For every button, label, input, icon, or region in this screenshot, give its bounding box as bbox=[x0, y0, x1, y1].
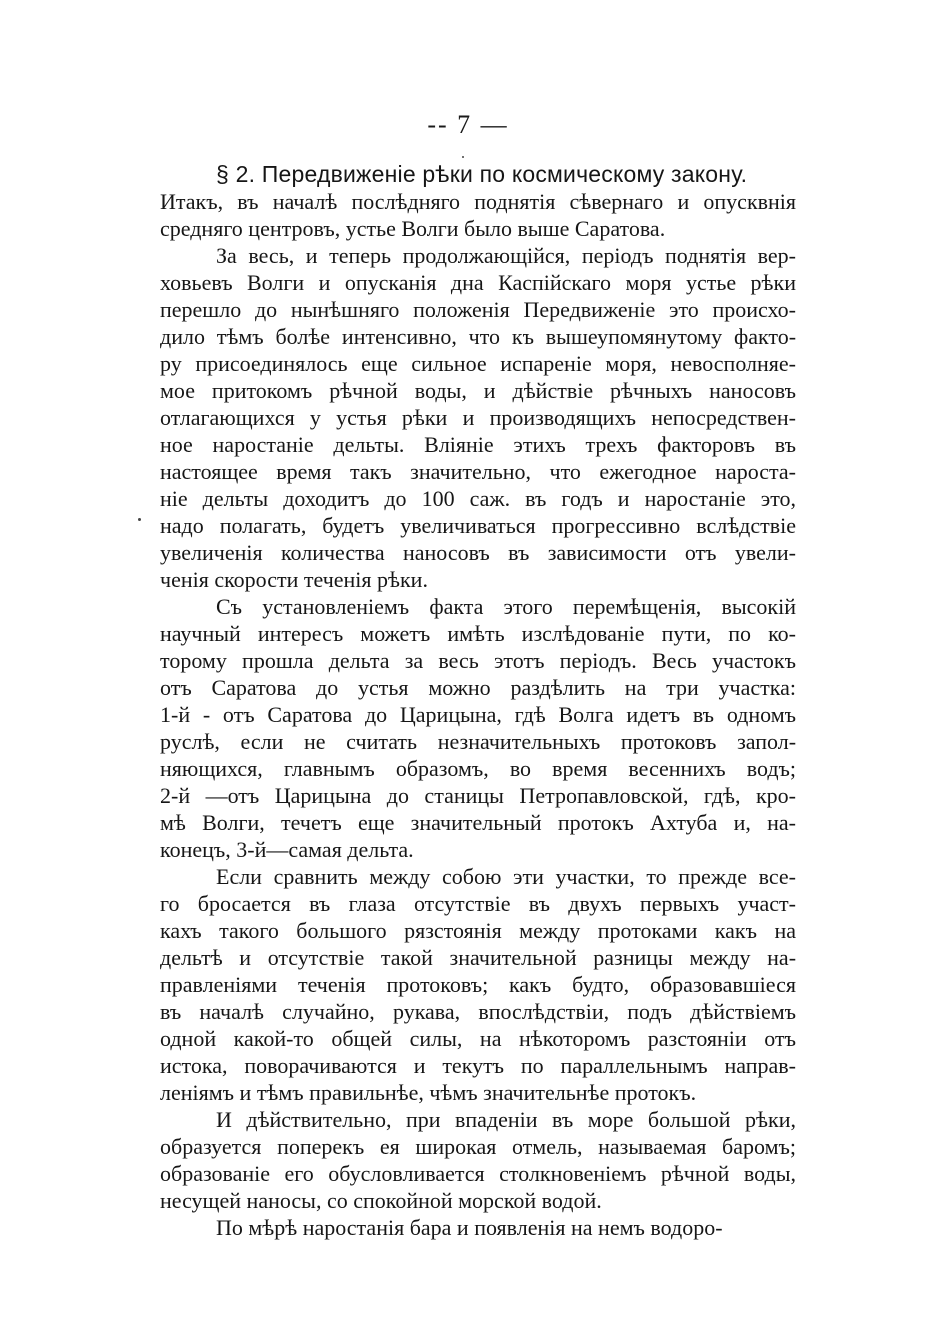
text-line: ніе дельты доходитъ до 100 саж. въ годъ и наростаніе это, bbox=[160, 486, 797, 511]
text-line: И дѣйствительно, при впаденіи въ море большой рѣки, bbox=[216, 1107, 796, 1132]
text-line: За весь, и теперь продолжающійся, періодъ поднятія вер- bbox=[216, 243, 797, 268]
text-line: Итакъ, въ началѣ послѣдняго поднятія сѣвернаго и опусквнія bbox=[160, 189, 797, 214]
text-line: Если сравнить между собою эти участки, то прежде все- bbox=[216, 864, 796, 889]
text-line: образованіе его обусловливается столкновеніемъ рѣчной воды, bbox=[160, 1161, 797, 1186]
text-line: 2-й —отъ Царицына до станицы Петропавловской, гдѣ, кро- bbox=[160, 783, 796, 808]
text-line: несущей наносы, со спокойной морской водой. bbox=[160, 1188, 602, 1213]
text-line: леніямъ и тѣмъ правильнѣе, чѣмъ значительнѣе протокъ. bbox=[160, 1080, 697, 1105]
paragraph bbox=[160, 1214, 796, 1241]
text-line: По мѣрѣ наростанія бара и появленія на немъ водоро- bbox=[216, 1215, 723, 1240]
text-line: руслѣ, если не считать незначительныхъ протоковъ запол- bbox=[160, 729, 797, 754]
text-line: 1-й - отъ Саратова до Царицына, гдѣ Волга идетъ въ одномъ bbox=[160, 702, 797, 727]
text-line: го бросается въ глаза отсутствіе въ двухъ первыхъ участ- bbox=[160, 891, 796, 916]
text-line: въ началѣ случайно, рукава, впослѣдствіи, подъ дѣйствіемъ bbox=[160, 999, 797, 1024]
text-line: няющихся, главнымъ образомъ, во время весеннихъ водъ; bbox=[160, 756, 797, 781]
text-line: настоящее время такъ значительно, что ежегодное нароста- bbox=[160, 459, 796, 484]
text-line: ное наростаніе дельты. Вліяніе этихъ трехъ факторовъ въ bbox=[160, 432, 796, 457]
text-line: дельтѣ и отсутствіе такой значительной разницы между на- bbox=[160, 945, 797, 970]
text-line: отлагающихся у устья рѣки и производящихъ непосредствен- bbox=[160, 405, 796, 430]
text-line: мѣ Волги, течетъ еще значительный протокъ Ахтуба и, на- bbox=[160, 810, 796, 835]
text-line: надо полагать, будетъ увеличиваться прогрессивно вслѣдствіе bbox=[160, 513, 796, 538]
text-line: кахъ такого большого рязстоянія между протоками какъ на bbox=[160, 918, 797, 943]
text-line: ру присоединялось еще сильное испареніе моря, невосполняе- bbox=[160, 351, 796, 376]
paragraph bbox=[160, 188, 796, 242]
paragraph bbox=[160, 863, 796, 1106]
page-body bbox=[160, 160, 796, 1241]
text-line: конецъ, 3-й—самая дельта. bbox=[160, 837, 414, 862]
paragraph bbox=[160, 593, 796, 863]
margin-speck bbox=[138, 518, 141, 521]
text-line: Съ установленіемъ факта этого перемѣщенія, высокій bbox=[216, 594, 796, 619]
text-line: одной какой-то общей силы, на нѣкоторомъ разстояніи отъ bbox=[160, 1026, 796, 1051]
page-number: -- 7 — bbox=[427, 110, 509, 139]
text-line: средняго центровъ, устье Волги было выше Саратова. bbox=[160, 216, 666, 241]
text-line: правленіями теченія протоковъ; какъ будто, образовавшіеся bbox=[160, 972, 796, 997]
text-line: увеличенія количества наносовъ въ зависимости отъ увели- bbox=[160, 540, 796, 565]
text-line: торому прошла дельта за весь этотъ періодъ. Весь участокъ bbox=[160, 648, 796, 673]
paragraph bbox=[160, 1106, 796, 1214]
text-line: истока, поворачиваются и текутъ по параллельнымъ направ- bbox=[160, 1053, 796, 1078]
text-line: мое притокомъ рѣчной воды, и дѣйствіе рѣчныхъ наносовъ bbox=[160, 378, 796, 403]
text-line: ховьевъ Волги и опусканія дна Каспійскаго моря устье рѣки bbox=[160, 270, 796, 295]
text-line: ченія скорости теченія рѣки. bbox=[160, 567, 428, 592]
paragraph bbox=[160, 242, 796, 593]
section-heading: § 2. Передвиженіе рѣки по космическому закону. bbox=[216, 161, 748, 187]
text-line: научный интересъ можетъ имѣть изслѣдованіе пути, по ко- bbox=[160, 621, 796, 646]
text-line: дило тѣмъ болѣе интенсивно, что къ вышеупомянутому факто- bbox=[160, 324, 797, 349]
text-line: отъ Саратова до устья можно раздѣлить на три участка: bbox=[160, 675, 796, 700]
text-line: образуется поперекъ ея широкая отмель, называемая баромъ; bbox=[160, 1134, 797, 1159]
text-line: перешло до нынѣшняго положенія Передвиженіе это происхо- bbox=[160, 297, 796, 322]
print-speck bbox=[462, 156, 464, 158]
